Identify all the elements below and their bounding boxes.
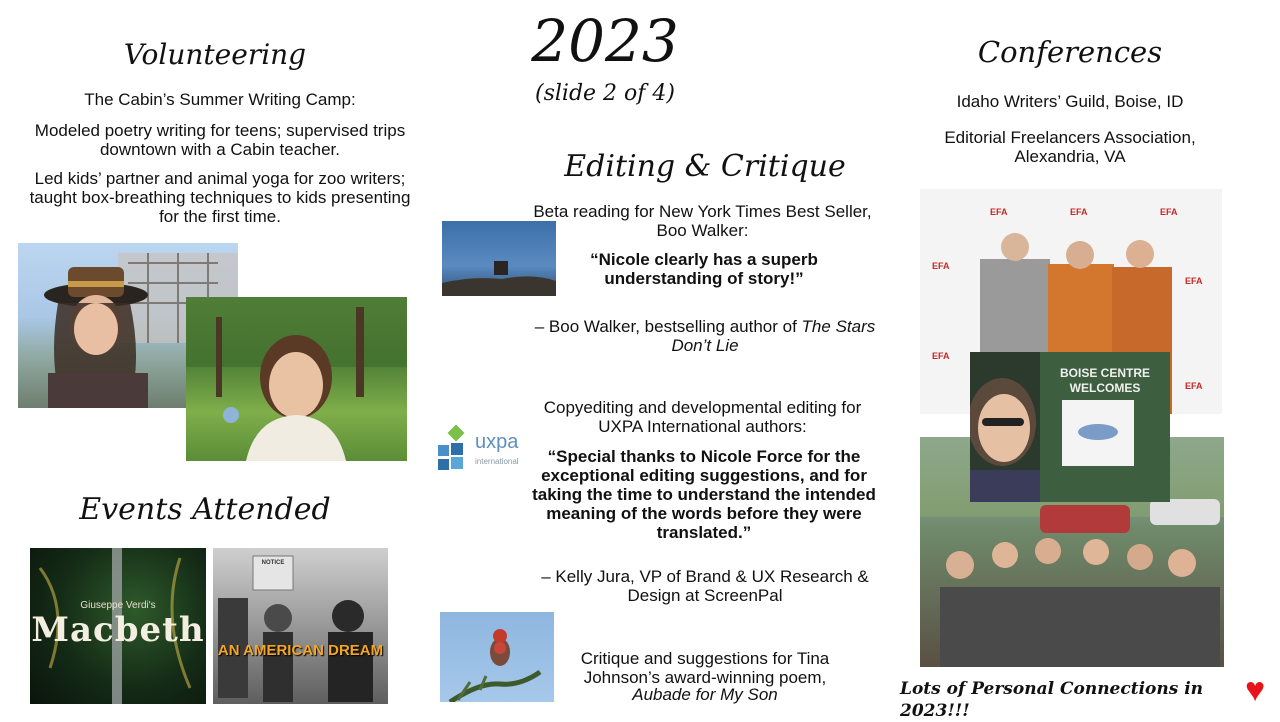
editing-heading: Editing & Critique [564,149,846,184]
heart-icon: ♥ [1245,671,1266,709]
uxpa-logo [436,425,526,477]
uxpa-logo-mark [436,425,466,475]
svg-text:EFA: EFA [932,261,950,271]
boise-sign-line-1: BOISE CENTRE [1059,366,1150,380]
macbeth-poster-title: Macbeth [31,610,205,650]
american-dream-title: AN AMERICAN DREAM [217,642,384,659]
svg-text:EFA: EFA [932,351,950,361]
boise-centre-photo [970,352,1170,502]
uxpa-logo-name: uxpa [475,431,519,453]
volunteering-item-1: Modeled poetry writing for teens; supervised trips downtown with a Cabin teacher. [34,121,406,159]
kelly-jura-attribution: – Kelly Jura, VP of Brand & UX Research & Design at ScreenPal [541,567,869,605]
year-title: 2023 [531,7,679,75]
camp-photo-park [186,297,407,461]
personal-connections-caption: Lots of Personal Connections in 2023!!! [900,679,1204,721]
volunteering-camp: The Cabin’s Summer Writing Camp: [84,90,356,109]
boo-walker-attribution-text: – Boo Walker, bestselling author of [534,317,802,336]
bird-photo [440,612,554,702]
svg-text:EFA: EFA [1160,207,1178,217]
kelly-jura-quote: “Special thanks to Nicole Force for the exceptional editing suggestions, and for taking the time to understand the intended meaning of the words before they were translated.” [532,447,876,542]
poem-title: Aubade for My Son [632,685,778,704]
volunteering-item-2: Led kids’ partner and animal yoga for zoo writers; taught box-breathing techniques to kids presenting for the first time. [29,169,411,226]
copyediting-text: Copyediting and developmental editing for UXPA International authors: [543,398,862,436]
bird-photo-drawing [440,612,554,702]
slide-label: (slide 2 of 4) [535,81,675,106]
boo-walker-book-title: The Stars Don’t Lie [671,317,876,355]
macbeth-poster-subtitle: Giuseppe Verdi's [80,600,156,611]
conference-idaho: Idaho Writers’ Guild, Boise, ID [956,92,1184,111]
macbeth-poster [30,548,206,704]
volunteering-heading: Volunteering [123,38,307,71]
events-heading: Events Attended [79,492,331,527]
svg-text:EFA: EFA [1185,276,1203,286]
camp-photo-park-drawing [186,297,407,461]
american-dream-poster [213,548,388,704]
svg-text:EFA: EFA [1185,381,1203,391]
conference-efa: Editorial Freelancers Association, Alexandria, VA [944,128,1196,166]
american-dream-sign: NOTICE [261,560,285,566]
uxpa-logo-sub: international [475,457,519,466]
boo-walker-attribution [520,317,890,355]
critique-text: Critique and suggestions for Tina Johnson’s award-winning poem, [580,649,830,687]
boise-sign-line-2: WELCOMES [1069,381,1141,395]
beta-reading-text: Beta reading for New York Times Best Seller, Boo Walker: [533,202,872,240]
boo-walker-quote: “Nicole clearly has a superb understanding of story!” [590,250,818,288]
svg-text:EFA: EFA [990,207,1008,217]
american-dream-drawing [213,548,388,704]
conferences-heading: Conferences [977,35,1163,69]
svg-text:EFA: EFA [1070,207,1088,217]
